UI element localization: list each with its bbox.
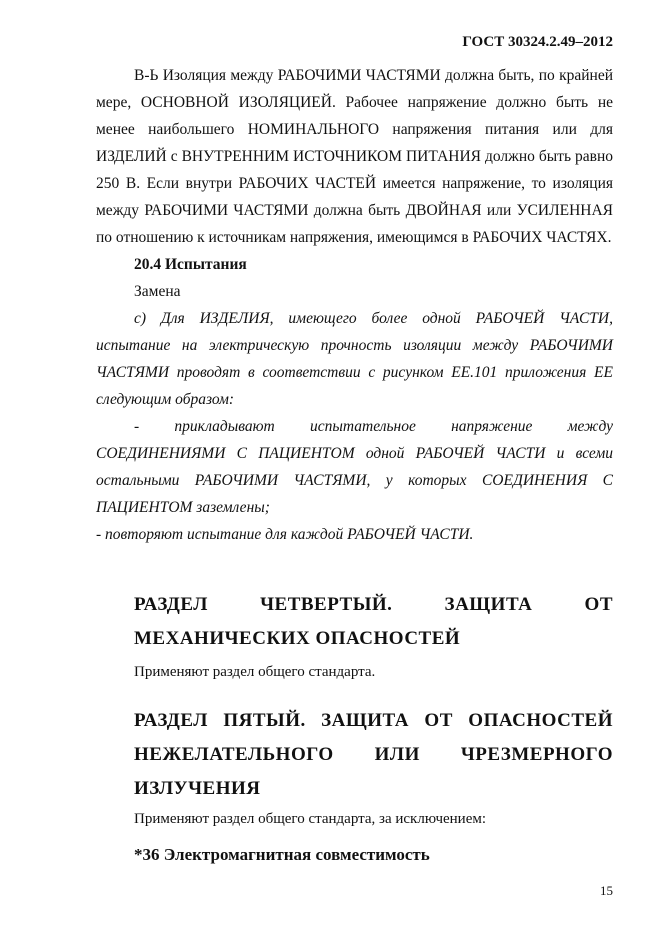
section-five-note: Применяют раздел общего стандарта, за исключением: (134, 811, 487, 827)
paragraph-insulation: В-Ь Изоляция между РАБОЧИМИ ЧАСТЯМИ должна быть, по крайней мере, ОСНОВНОЙ ИЗОЛЯЦИЕЙ. Рабочее напряжение должно быть не менее наибольшего НОМИНАЛЬНОГО напряжения питания или для ИЗДЕЛИЙ с ВНУТРЕННИМ ИСТОЧНИКОМ ПИТАНИЯ должно быть равно 250 В. Если внутри РАБОЧИХ ЧАСТЕЙ имеется напряжение, то изоляция между РАБОЧИМИ ЧАСТЯМИ должна быть ДВОЙНАЯ или УСИЛЕННАЯ по отношению к источникам напряжения, имеющимся в РАБОЧИХ ЧАСТЯХ. (96, 67, 613, 246)
replacement-label: Замена (134, 283, 181, 300)
paragraph-test-c: c) Для ИЗДЕЛИЯ, имеющего более одной РАБОЧЕЙ ЧАСТИ, испытание на электрическую прочность изоляции между РАБОЧИМИ ЧАСТЯМИ проводят в соответствии с рисунком ЕЕ.101 приложения ЕЕ следующим образом: (96, 310, 613, 408)
section-four-note: Применяют раздел общего стандарта. (134, 664, 376, 680)
list-item-apply-voltage: - прикладывают испытательное напряжение между СОЕДИНЕНИЯМИ С ПАЦИЕНТОМ одной РАБОЧЕЙ ЧАСТИ и всеми остальными РАБОЧИМИ ЧАСТЯМИ, у которых СОЕДИНЕНИЯ С ПАЦИЕНТОМ заземлены; (96, 418, 613, 516)
standard-header: ГОСТ 30324.2.49–2012 (462, 34, 613, 50)
document-body (96, 62, 613, 548)
section-four-title: РАЗДЕЛ ЧЕТВЕРТЫЙ. ЗАЩИТА ОТ МЕХАНИЧЕСКИХ ОПАСНОСТЕЙ (134, 594, 613, 649)
page-number: 15 (600, 883, 613, 898)
section-five-title: РАЗДЕЛ ПЯТЫЙ. ЗАЩИТА ОТ ОПАСНОСТЕЙ НЕЖЕЛАТЕЛЬНОГО ИЛИ ЧРЕЗМЕРНОГО ИЗЛУЧЕНИЯ (134, 710, 613, 799)
subsection-heading-20-4: 20.4 Испытания (134, 256, 247, 273)
clause-36-heading: *36 Электромагнитная совместимость (134, 845, 430, 864)
list-item-repeat-test: - повторяют испытание для каждой РАБОЧЕЙ ЧАСТИ. (96, 526, 474, 543)
